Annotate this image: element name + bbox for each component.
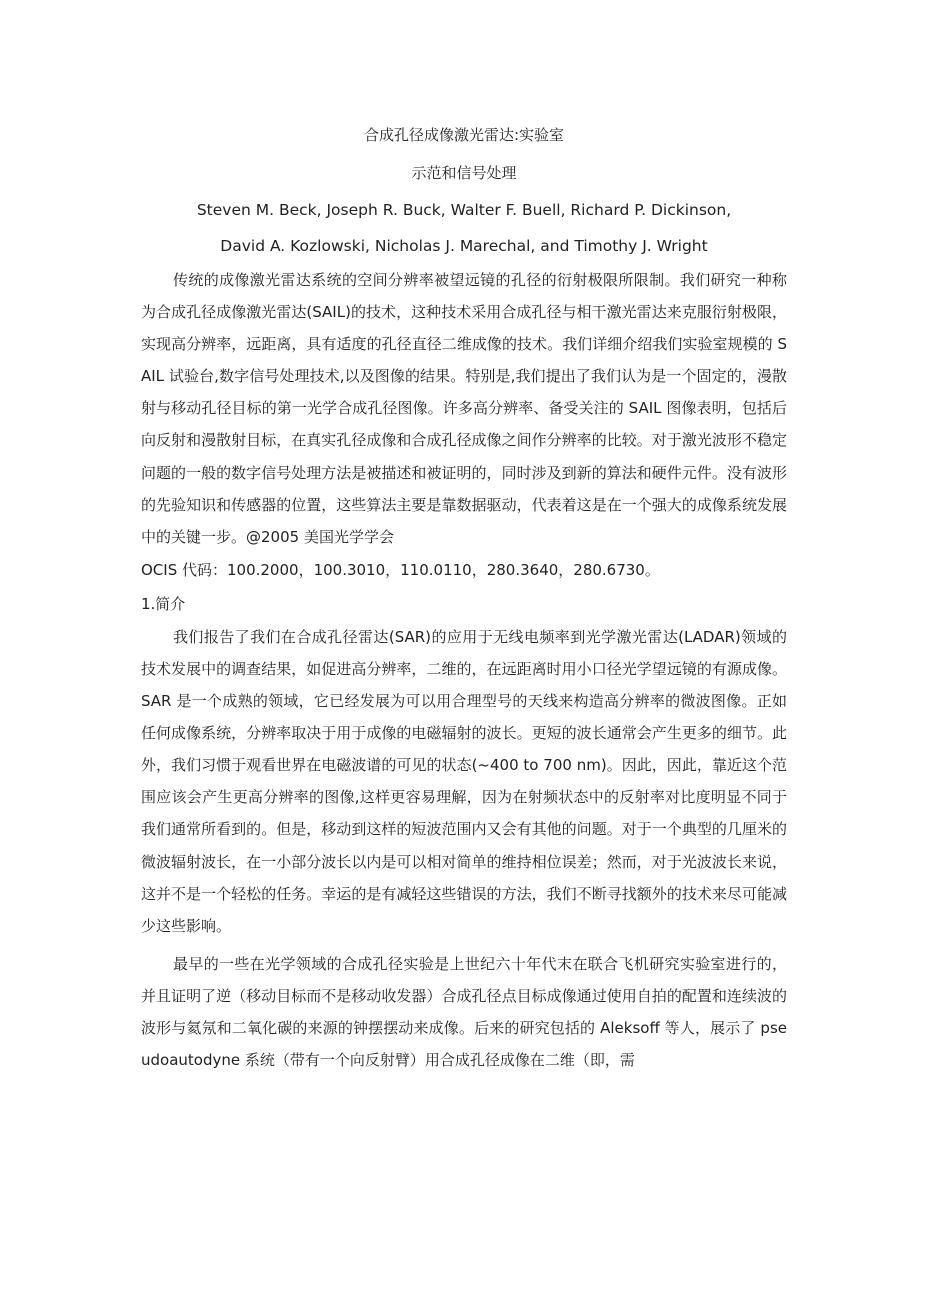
document-body — [141, 116, 787, 1076]
authors-line-2: David A. Kozlowski, Nicholas J. Marechal, and Timothy J. Wright — [220, 237, 708, 255]
title-line-1: 合成孔径成像激光雷达:实验室 — [363, 126, 565, 144]
intro-paragraph-1: 我们报告了我们在合成孔径雷达(SAR)的应用于无线电频率到光学激光雷达(LADAR)领域的技术发展中的调查结果，如促进高分辨率，二维的，在远距离时用小口径光学望远镜的有源成像。 SAR 是一个成熟的领域，它已经发展为可以用合理型号的天线来构造高分辨率的微波图像。正如任何成像系统，分辨率取决于用于成像的电磁辐射的波长。更短的波长通常会产生更多的细节。此外，我们习惯于观看世界在电磁波谱的可见的状态(~400 to 700 nm)。因此，因此，靠近这个范围应该会产生更高分辨率的图像,这样更容易理解，因为在射频状态中的反射率对比度明显不同于我们通常所看到的。但是，移动到这样的短波范围内又会有其他的问题。对于一个典型的几厘米的微波辐射波长，在一小部分波长以内是可以相对简单的维持相位误差；然而，对于光波波长来说，这并不是一个轻松的任务。幸运的是有减轻这些错误的方法，我们不断寻找额外的技术来尽可能减少这些影响。 — [141, 627, 787, 935]
intro-paragraph-2: 最早的一些在光学领域的合成孔径实验是上世纪六十年代末在联合飞机研究实验室进行的，并且证明了逆（移动目标而不是移动收发器）合成孔径点目标成像通过使用自拍的配置和连续波的波形与氦氖和二氧化碳的来源的钟摆摆动来成像。后来的研究包括的 Aleksoff 等人，展示了 pseudoautodyne 系统（带有一个向反射臂）用合成孔径成像在二维（即，需 — [141, 954, 787, 1070]
abstract-paragraph: 传统的成像激光雷达系统的空间分辨率被望远镜的孔径的衍射极限所限制。我们研究一种称为合成孔径成像激光雷达(SAIL)的技术，这种技术采用合成孔径与相干激光雷达来克服衍射极限，实现高分辨率，远距离，具有适度的孔径直径二维成像的技术。我们详细介绍我们实验室规模的 SAIL 试验台,数字信号处理技术,以及图像的结果。特别是,我们提出了我们认为是一个固定的，漫散射与移动孔径目标的第一光学合成孔径图像。许多高分辨率、备受关注的 SAIL 图像表明，包括后向反射和漫散射目标，在真实孔径成像和合成孔径成像之间作分辨率的比较。对于激光波形不稳定问题的一般的数字信号处理方法是被描述和被证明的，同时涉及到新的算法和硬件元件。没有波形的先验知识和传感器的位置，这些算法主要是靠数据驱动，代表着这是在一个强大的成像系统发展中的关键一步。@2005 美国光学学会 — [141, 271, 787, 546]
ocis-codes: OCIS 代码：100.2000，100.3010，110.0110，280.3640，280.6730。 — [141, 560, 660, 579]
section-heading-intro: 1.简介 — [141, 594, 186, 613]
authors-line-1: Steven M. Beck, Joseph R. Buck, Walter F. Buell, Richard P. Dickinson, — [196, 201, 732, 219]
title-line-2: 示范和信号处理 — [411, 164, 517, 182]
